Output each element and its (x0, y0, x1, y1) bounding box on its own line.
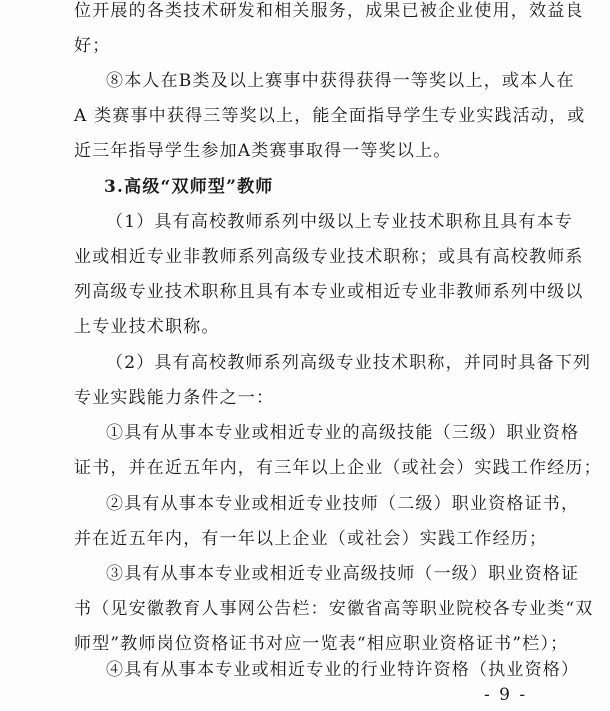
text-line: 师型”教师岗位资格证书对应一览表“相应职业资格证书”栏）； (74, 634, 569, 654)
text-line: A 类赛事中获得三等奖以上，能全面指导学生专业实践活动，或 (74, 106, 586, 126)
page-number: - 9 - (484, 685, 528, 705)
text-line: ⑧本人在B类及以上赛事中获得获得一等奖以上，或本人在 (106, 71, 575, 91)
text-line: ①具有从事本专业或相近专业的高级技能（三级）职业资格 (106, 423, 580, 443)
text-line: 专业实践能力条件之一： (74, 388, 275, 408)
text-line: 位开展的各类技术研发和相关服务，成果已被企业使用，效益良 (74, 1, 584, 21)
text-line: ②具有从事本专业或相近专业技师（二级）职业资格证书， (106, 494, 580, 514)
text-line: （1）具有高校教师系列中级以上专业技术职称且具有本专 (106, 212, 574, 232)
text-line: 业或相近专业非教师系列高级专业技术职称；或具有高校教师系 (74, 247, 584, 267)
text-line: 上专业技术职称。 (74, 317, 220, 337)
section-heading: 3.高级“双师型”教师 (104, 177, 274, 197)
text-line: 书（见安徽教育人事网公告栏：安徽省高等职业院校各专业类“双 (74, 599, 594, 619)
text-line: 列高级专业技术职称且具有本专业或相近专业非教师系列中级以 (74, 282, 584, 302)
text-line: 证书，并在近五年内，有三年以上企业（或社会）实践工作经历； (74, 458, 602, 478)
text-line: 近三年指导学生参加A类赛事取得一等奖以上。 (74, 141, 452, 161)
text-line: ③具有从事本专业或相近专业高级技师（一级）职业资格证 (106, 564, 580, 584)
text-line: 好； (74, 36, 111, 56)
text-line: ④具有从事本专业或相近专业的行业特许资格（执业资格） (106, 660, 580, 680)
text-line: （2）具有高校教师系列高级专业技术职称，并同时具备下列 (106, 353, 592, 373)
text-line: 并在近五年内，有一年以上企业（或社会）实践工作经历； (74, 529, 548, 549)
